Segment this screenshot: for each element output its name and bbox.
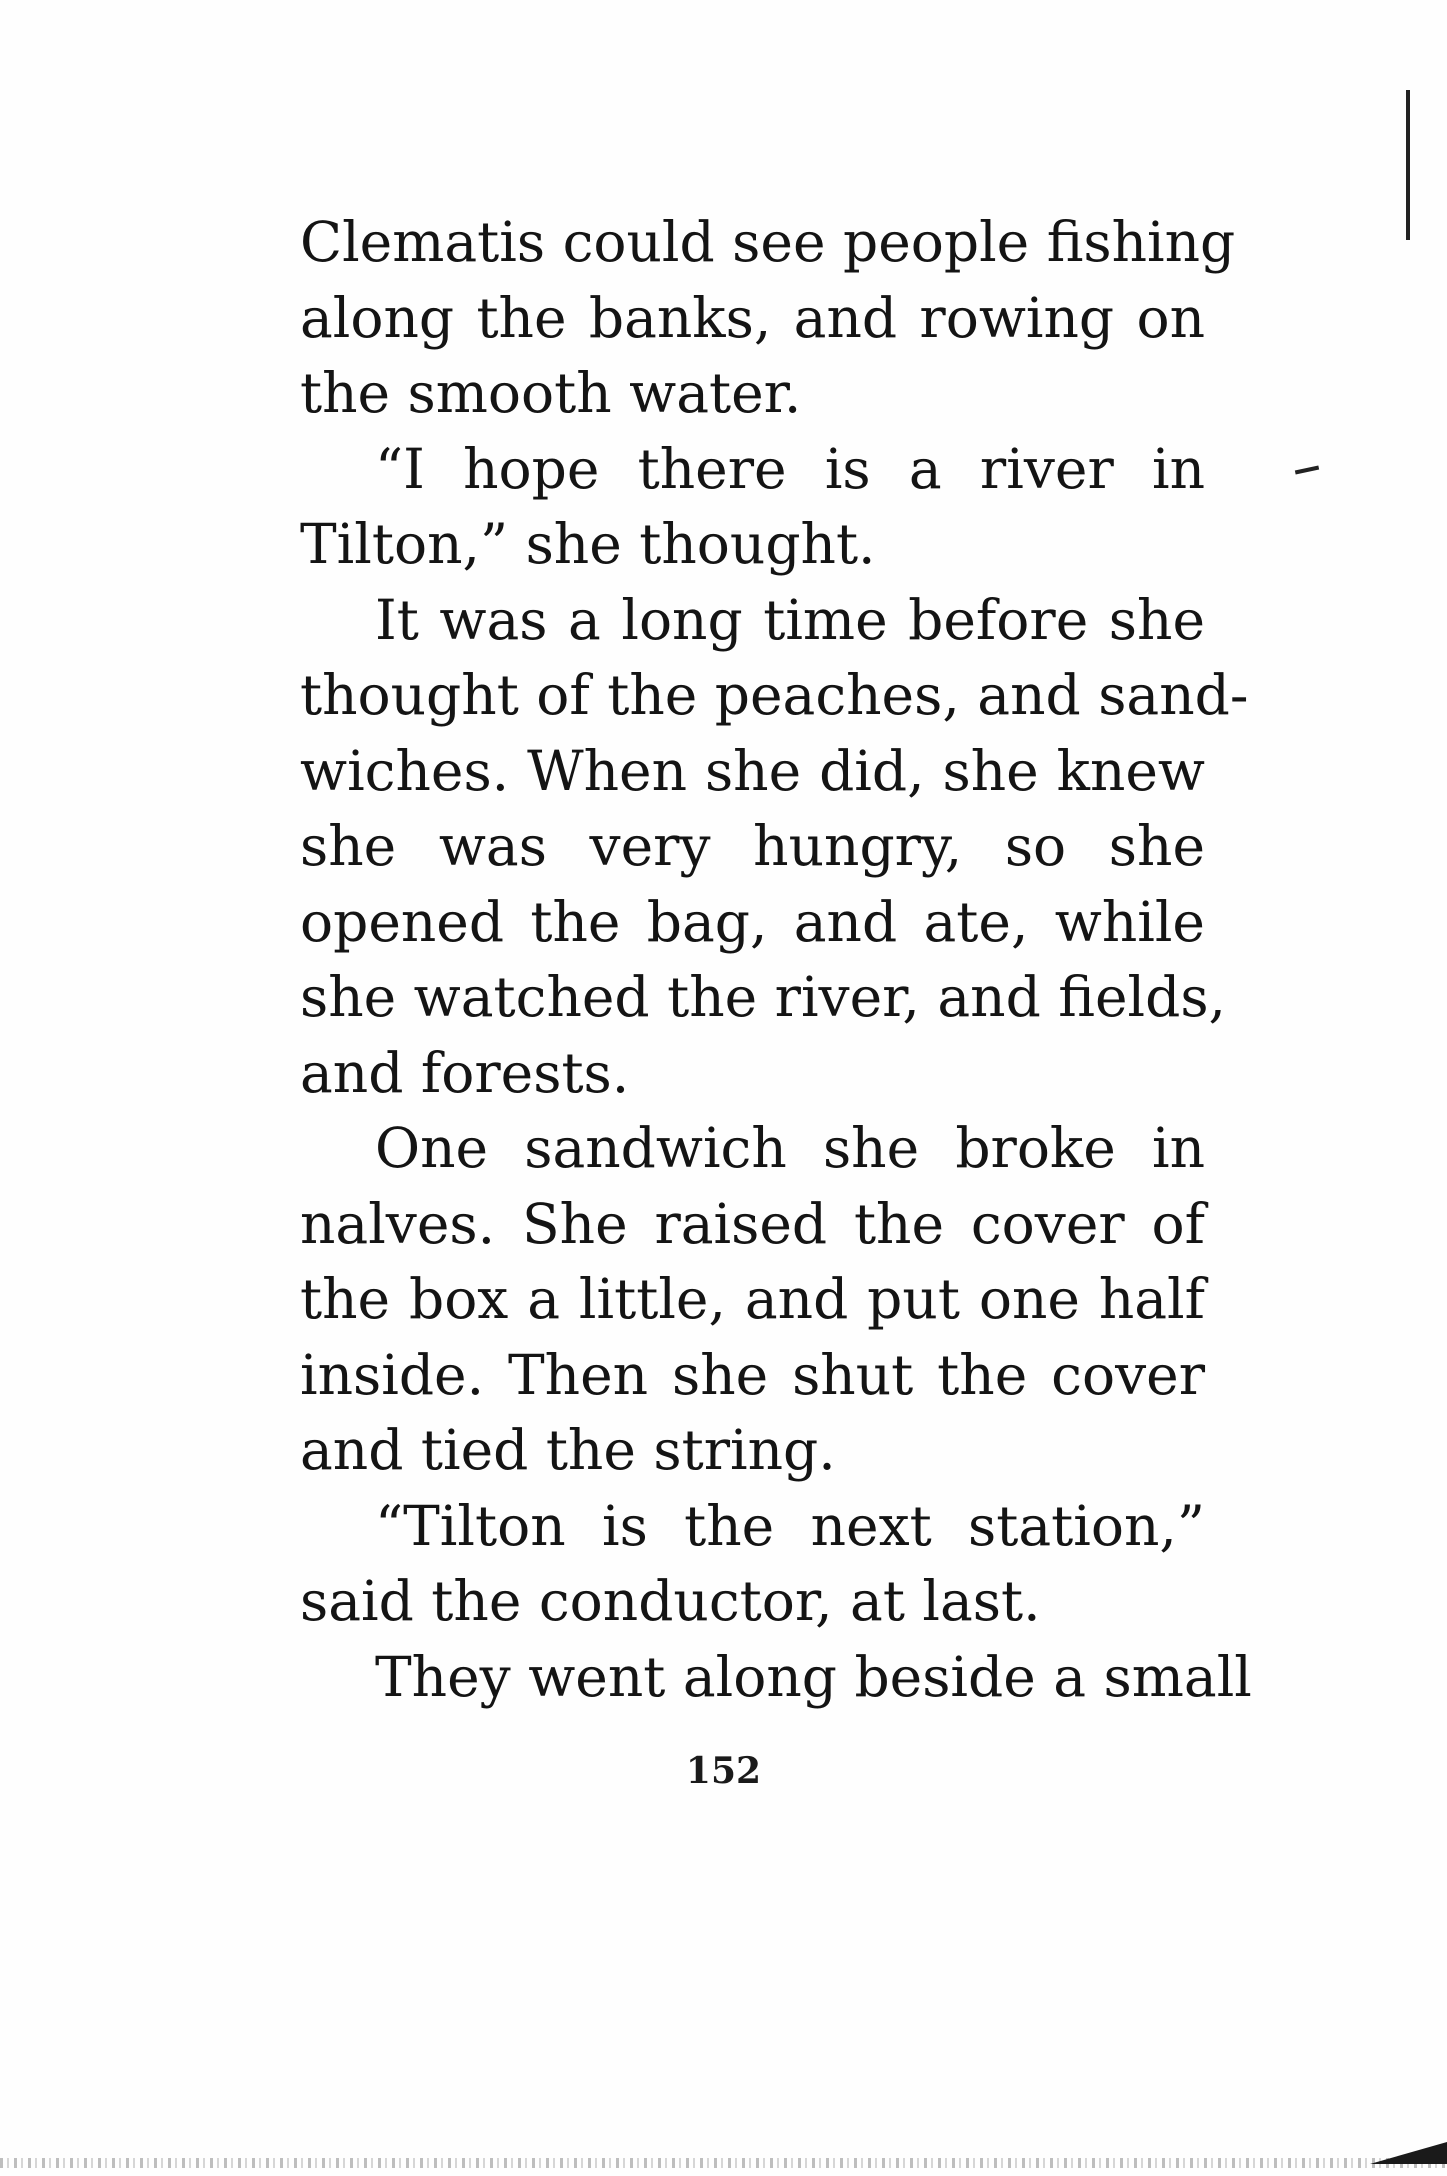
text-line: “Tilton is the next station,” xyxy=(375,1493,1205,1558)
text-line: One sandwich she broke in xyxy=(375,1116,1205,1180)
text-line: and tied the string. xyxy=(300,1418,836,1482)
text-line: she was very hungry, so she xyxy=(300,814,1205,878)
page-number: 152 xyxy=(685,1750,762,1792)
text-line: Clematis could see people fishing xyxy=(300,210,1236,274)
margin-scan-mark xyxy=(1406,90,1410,240)
text-line: opened the bag, and ate, while xyxy=(300,889,1205,954)
text-line: wiches. When she did, she knew xyxy=(300,738,1205,803)
text-line: along the banks, and rowing on xyxy=(300,285,1205,350)
text-line: inside. Then she shut the cover xyxy=(300,1342,1205,1407)
text-line: “I hope there is a river in xyxy=(375,436,1205,501)
body-text xyxy=(300,205,1252,1715)
text-line: It was a long time before she xyxy=(375,587,1205,652)
text-line: nalves. She raised the cover of xyxy=(300,1191,1205,1256)
text-line: Tilton,” she thought. xyxy=(300,512,876,576)
text-line: the box a little, and put one half xyxy=(300,1267,1205,1331)
text-line: said the conductor, at last. xyxy=(300,1569,1041,1633)
text-line: They went along beside a small xyxy=(375,1644,1252,1709)
text-line: thought of the peaches, and sand- xyxy=(300,663,1249,727)
text-line: and forests. xyxy=(300,1040,630,1105)
text-line: she watched the river, and fields, xyxy=(300,965,1227,1029)
margin-dash-mark xyxy=(1295,466,1319,475)
scan-edge-noise xyxy=(0,2158,1447,2168)
text-line: the smooth water. xyxy=(300,361,802,425)
